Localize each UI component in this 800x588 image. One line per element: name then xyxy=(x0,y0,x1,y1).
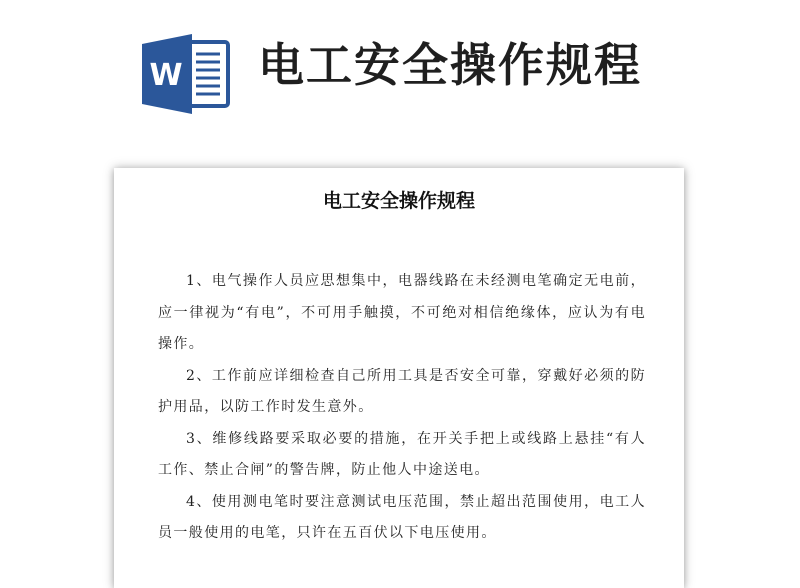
document-title: 电工安全操作规程 xyxy=(322,190,475,212)
paragraph-4: 4、使用测电笔时要注意测试电压范围，禁止超出范围使用，电工人员一般使用的电笔，只许在五百伏以下电压使用。 xyxy=(158,493,646,541)
document-page xyxy=(114,168,684,588)
paragraph-1: 1、电气操作人员应思想集中，电器线路在未经测电笔确定无电前，应一律视为“有电”，不可用手触摸，不可绝对相信绝缘体，应认为有电操作。 xyxy=(158,273,646,352)
word-icon-letter: W xyxy=(149,58,183,93)
document-body xyxy=(158,266,646,550)
word-document-icon xyxy=(140,32,232,116)
header-banner xyxy=(0,0,800,150)
paragraph-3: 3、维修线路要采取必要的措施，在开关手把上或线路上悬挂“有人工作、禁止合闸”的警告牌，防止他人中途送电。 xyxy=(158,430,646,478)
paragraph-2: 2、工作前应详细检查自己所用工具是否安全可靠，穿戴好必须的防护用品，以防工作时发生意外。 xyxy=(158,367,646,415)
banner-title: 电工安全操作规程 xyxy=(258,38,642,92)
